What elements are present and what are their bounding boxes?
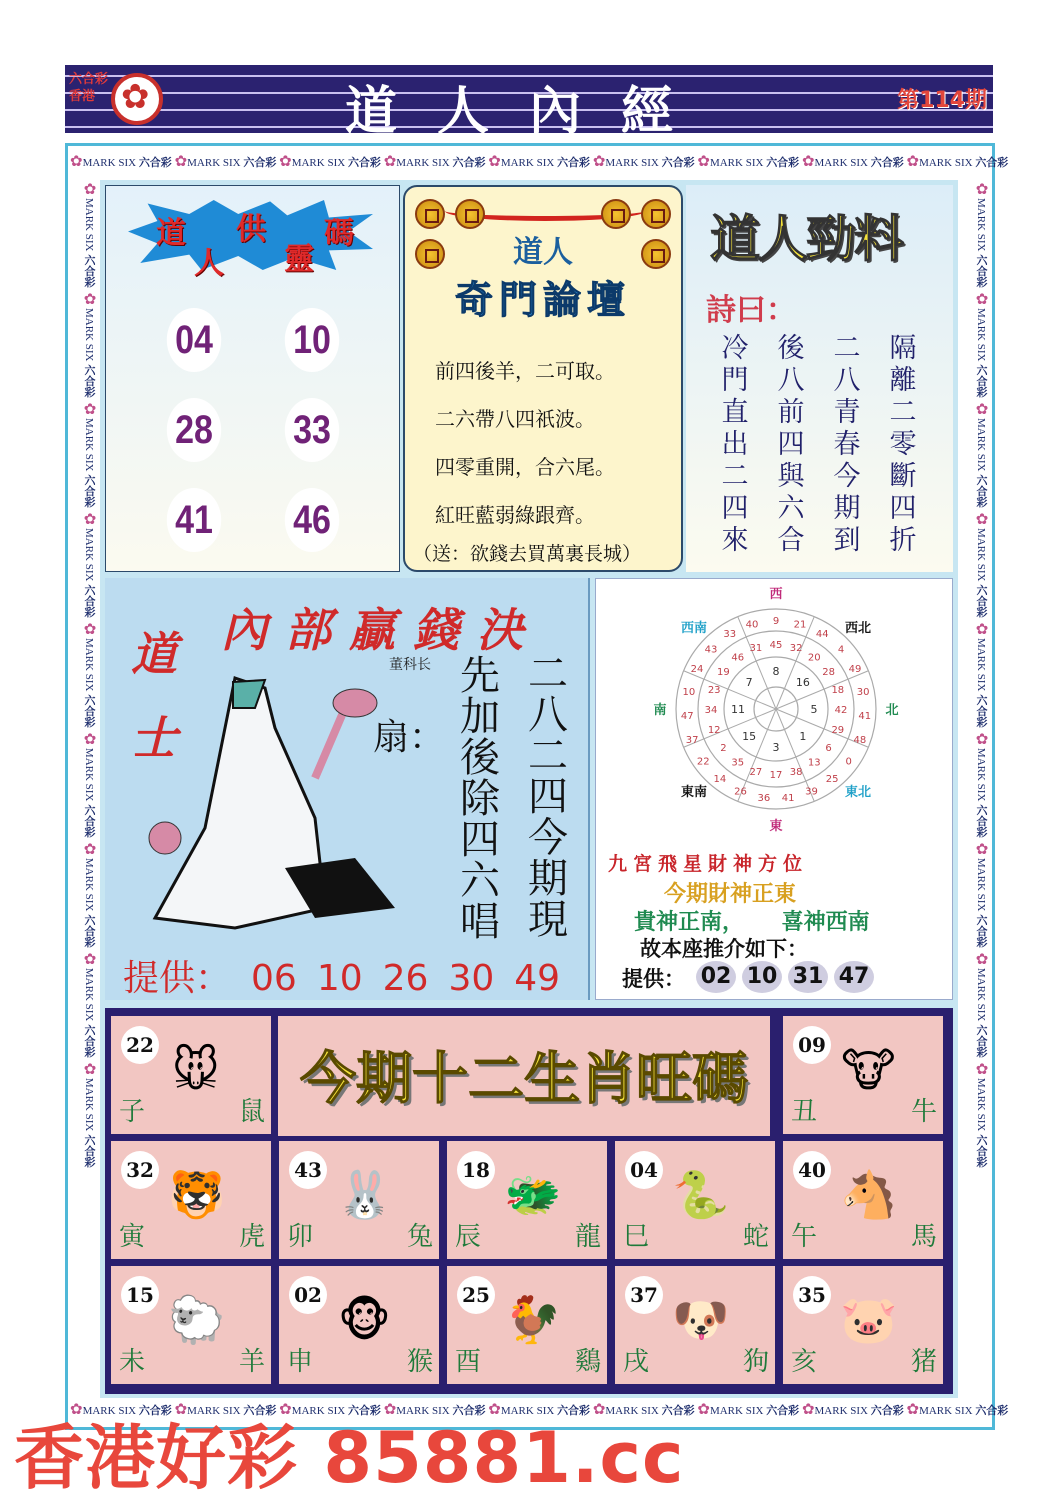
compass-number: 15 [742, 729, 757, 743]
flower-icon: ✿ [81, 949, 97, 968]
compass-number: 49 [848, 664, 862, 676]
flower-icon: ✿ [973, 509, 989, 528]
header-bar [65, 65, 993, 142]
number-pill: 02 [696, 961, 736, 993]
zodiac-animal: 馬 [910, 1222, 937, 1252]
zodiac-cell [447, 1266, 607, 1384]
forum-line: 四零重開，合六尾。 [435, 455, 615, 479]
zodiac-animal: 蛇 [742, 1222, 769, 1252]
compass-number: 37 [685, 734, 699, 746]
flower-icon: ✿ [70, 1402, 83, 1418]
number-ball: 28 [167, 398, 221, 462]
poem-column: 後八前四與六合 [777, 333, 805, 556]
logo-text: 六合彩 香港 [69, 72, 109, 104]
verse-right: 二八二四今期現 [528, 651, 568, 943]
compass-number: 46 [731, 652, 745, 664]
flower-icon: ✿ [973, 949, 989, 968]
compass-number: 19 [717, 666, 730, 678]
poem-subtitle: 詩曰： [706, 293, 796, 328]
watermark-text: 董科长 [389, 657, 431, 673]
wealth-god-direction: 今期財神正東 [664, 882, 797, 907]
coin-icon [415, 199, 445, 229]
zodiac-cell [447, 1141, 607, 1259]
fan-label: 扇： [373, 717, 446, 758]
zodiac-number: 18 [457, 1151, 495, 1189]
zodiac-animal-icon: 🐲 [504, 1167, 562, 1222]
earthly-branch: 寅 [119, 1222, 146, 1252]
compass-number: 47 [680, 711, 694, 723]
flower-icon: ✿ [383, 1402, 397, 1418]
flower-icon: ✿ [697, 154, 710, 170]
number-pill: 47 [834, 961, 874, 993]
taoist-figure-illustration [115, 668, 445, 958]
noble-joy-god-direction: 貴神正南， 喜神西南 [634, 910, 870, 935]
compass-number: 48 [853, 734, 867, 746]
compass-number: 16 [795, 676, 810, 690]
compass-number: 7 [745, 676, 753, 690]
forum-line: 二六帶八四祇波。 [435, 407, 595, 431]
zodiac-animal-icon: 🐮 [841, 1043, 896, 1098]
zodiac-number: 25 [457, 1276, 495, 1314]
zodiac-animal-icon: 🐭 [171, 1043, 220, 1098]
compass-number: 33 [723, 628, 737, 640]
zodiac-animal-icon: 🐑 [168, 1292, 226, 1347]
compass-number: 31 [749, 643, 763, 655]
earthly-branch: 辰 [455, 1222, 482, 1252]
zodiac-cell [783, 1141, 943, 1259]
zodiac-animal: 狗 [742, 1347, 769, 1377]
top-title: 內部贏錢決 [221, 603, 541, 657]
zodiac-animal: 鷄 [574, 1347, 601, 1377]
compass-number: 34 [704, 705, 718, 716]
zodiac-title-cell [278, 1016, 770, 1136]
zodiac-cell [279, 1141, 439, 1259]
flower-icon: ✿ [973, 839, 989, 858]
number-ball: 46 [285, 488, 339, 552]
compass-number: 39 [805, 786, 818, 798]
flower-icon: ✿ [81, 289, 97, 308]
flower-icon: ✿ [488, 154, 501, 170]
provide-number: 10 [316, 958, 363, 999]
title-char: 人 [194, 246, 224, 281]
compass-number: 41 [858, 711, 872, 723]
compass-number: 20 [807, 652, 821, 664]
flower-icon: ✿ [279, 154, 292, 170]
earthly-branch: 丑 [791, 1097, 818, 1127]
zodiac-number: 22 [121, 1026, 159, 1064]
earthly-branch: 戌 [623, 1347, 650, 1377]
zodiac-cell [615, 1141, 775, 1259]
compass-direction: 東北 [845, 785, 872, 801]
compass-number: 2 [720, 743, 727, 755]
compass-number: 26 [734, 786, 747, 798]
compass-number: 43 [704, 644, 718, 656]
provide-numbers [123, 950, 560, 1001]
compass-direction: 東 [769, 819, 783, 834]
earthly-branch: 巳 [623, 1222, 650, 1252]
provide-label: 提供： [622, 966, 685, 991]
recommend-label: 故本座推介如下： [640, 936, 808, 961]
compass-number: 30 [856, 686, 870, 698]
compass-panel [595, 578, 953, 1000]
zodiac-number: 15 [121, 1276, 159, 1314]
compass-number: 12 [707, 725, 721, 737]
compass-number: 42 [834, 705, 848, 716]
compass-number: 45 [769, 640, 783, 651]
compass-number: 0 [845, 756, 852, 768]
earthly-branch: 申 [287, 1347, 314, 1377]
border-pattern-top: ✿MARK SIX 六合彩 ✿MARK SIX 六合彩 ✿MARK SIX 六合彩 ✿MARK SIX 六合彩 ✿MARK SIX 六合彩 ✿MARK SIX 六合彩 ✿MARK SIX 六合彩 ✿MARK SIX 六合彩 ✿MARK SIX 六合彩 [70, 154, 1009, 170]
zodiac-number: 43 [289, 1151, 327, 1189]
number-pill: 31 [788, 961, 828, 993]
flower-icon: ✿ [174, 154, 188, 170]
page-title: 道人內經 [344, 81, 713, 142]
compass-number: 38 [789, 766, 803, 778]
forum-title-1: 道人 [513, 235, 573, 270]
provide-number: 49 [514, 958, 561, 999]
coin-icon [455, 199, 485, 229]
compass-number: 18 [831, 684, 845, 696]
zodiac-number: 04 [625, 1151, 663, 1189]
compass-number: 24 [690, 664, 704, 676]
coin-icon [601, 199, 631, 229]
flower-icon: ✿ [973, 289, 989, 308]
title-char: 靈 [284, 242, 314, 277]
flower-icon: ✿ [383, 154, 397, 170]
nine-palace-compass [626, 579, 926, 841]
number-ball: 33 [285, 398, 339, 462]
zodiac-cell [279, 1266, 439, 1384]
compass-number: 41 [781, 793, 795, 805]
forum-line: 紅旺藍弱綠跟齊。 [435, 503, 595, 527]
compass-direction: 西南 [680, 620, 707, 636]
flower-icon: ✿ [973, 180, 989, 198]
compass-direction: 東南 [680, 785, 707, 801]
lucky-numbers-panel [105, 185, 400, 572]
zodiac-number: 35 [793, 1276, 831, 1314]
compass-number: 4 [837, 644, 845, 656]
zodiac-animal: 牛 [910, 1097, 937, 1127]
zodiac-cell [111, 1016, 271, 1134]
flower-icon: ✿ [801, 154, 815, 170]
earthly-branch: 子 [119, 1097, 146, 1127]
title-char: 道 [156, 216, 186, 251]
compass-number: 40 [745, 619, 759, 631]
number-ball: 04 [167, 308, 221, 372]
zodiac-animal-icon: 🐶 [672, 1292, 730, 1347]
flower-icon: ✿ [81, 509, 97, 528]
flower-icon: ✿ [973, 619, 989, 638]
zodiac-cell [111, 1266, 271, 1384]
zodiac-animal: 虎 [238, 1222, 265, 1252]
poem-column: 隔離二零斷四折 [889, 333, 917, 556]
zodiac-cell [783, 1266, 943, 1384]
number-pill: 10 [742, 961, 782, 993]
compass-number: 9 [772, 616, 780, 627]
poem-panel [686, 185, 953, 572]
flower-icon: ✿ [906, 1402, 920, 1418]
zodiac-animal-icon: 🐷 [840, 1292, 898, 1347]
zodiac-cell [783, 1016, 943, 1134]
compass-number: 14 [713, 774, 727, 786]
flower-icon: ✿ [81, 399, 97, 418]
compass-number: 28 [822, 666, 835, 678]
zodiac-cell [615, 1266, 775, 1384]
coin-icon [641, 199, 671, 229]
border-pattern-right: ✿MARK SIX 六合彩 ✿MARK SIX 六合彩 ✿MARK SIX 六合彩 ✿MARK SIX 六合彩 ✿MARK SIX 六合彩 ✿MARK SIX 六合彩 ✿MARK SIX 六合彩 ✿MARK SIX 六合彩 ✿MARK SIX 六合彩 [973, 180, 989, 1168]
provide-number: 06 [251, 958, 297, 999]
compass-number: 23 [707, 684, 721, 696]
compass-direction: 西 [769, 587, 783, 602]
compass-number: 11 [731, 703, 745, 716]
number-ball: 10 [285, 308, 339, 372]
provide-number-list [231, 958, 560, 999]
compass-direction: 西北 [845, 620, 872, 636]
number-ball: 41 [167, 488, 221, 552]
zodiac-number: 40 [793, 1151, 831, 1189]
compass-caption: 九宮飛星財神方位 [608, 853, 809, 875]
taoist-panel [105, 578, 590, 1000]
flower-icon: ✿ [81, 839, 97, 858]
zodiac-animal-icon: 🐍 [672, 1167, 730, 1222]
flower-icon: ✿ [488, 1402, 501, 1418]
provide-number: 26 [382, 958, 429, 999]
compass-number: 3 [772, 741, 780, 754]
forum-line: 前四後羊，二可取。 [435, 359, 615, 383]
compass-number: 32 [789, 643, 803, 655]
zodiac-animal: 羊 [238, 1347, 265, 1377]
compass-direction: 北 [885, 703, 899, 718]
flower-icon: ✿ [174, 1402, 188, 1418]
flower-icon: ✿ [70, 154, 83, 170]
forum-panel [403, 185, 683, 572]
poem-column: 二八青春今期到 [833, 333, 861, 556]
forum-note: （送：欲錢去買萬裏長城） [413, 543, 642, 565]
zodiac-grid [105, 1008, 953, 1394]
zodiac-number: 32 [121, 1151, 159, 1189]
zodiac-number: 02 [289, 1276, 327, 1314]
flower-icon: ✿ [592, 154, 606, 170]
zodiac-number: 37 [625, 1276, 663, 1314]
border-pattern-left: ✿MARK SIX 六合彩 ✿MARK SIX 六合彩 ✿MARK SIX 六合彩 ✿MARK SIX 六合彩 ✿MARK SIX 六合彩 ✿MARK SIX 六合彩 ✿MARK SIX 六合彩 ✿MARK SIX 六合彩 ✿MARK SIX 六合彩 [81, 180, 97, 1168]
zodiac-animal: 猪 [910, 1347, 937, 1377]
compass-number: 17 [769, 770, 783, 781]
compass-number: 22 [696, 756, 710, 768]
earthly-branch: 未 [119, 1347, 146, 1377]
site-watermark: 香港好彩 85881.cc [14, 1417, 685, 1499]
flower-icon: ✿ [801, 1402, 815, 1418]
flower-icon: ✿ [592, 1402, 606, 1418]
zodiac-animal-icon: 🐰 [336, 1167, 394, 1222]
issue-number: 第114期 [897, 88, 987, 113]
compass-number: 6 [825, 743, 832, 755]
zodiac-animal-icon: 🐴 [840, 1167, 898, 1222]
zodiac-animal-icon: 🐯 [168, 1167, 226, 1222]
forum-title-2: 奇門論壇 [454, 278, 631, 322]
zodiac-number: 09 [793, 1026, 831, 1064]
flower-icon: ✿ [81, 180, 97, 198]
earthly-branch: 亥 [791, 1347, 818, 1377]
title-char: 供 [236, 212, 266, 247]
flower-icon: ✿ [279, 1402, 292, 1418]
compass-number: 36 [757, 793, 771, 805]
compass-number: 5 [810, 703, 818, 716]
zodiac-animal: 鼠 [238, 1097, 265, 1127]
zodiac-animal: 龍 [574, 1222, 601, 1252]
flower-icon: ✿ [973, 729, 989, 748]
zodiac-title: 今期十二生肖旺碼 [300, 1046, 748, 1112]
zodiac-animal-icon: 🐓 [504, 1292, 562, 1347]
flower-icon: ✿ [81, 1059, 97, 1078]
compass-number: 35 [731, 757, 745, 769]
side-title: 道士 [131, 627, 177, 765]
flower-icon: ✿ [81, 729, 97, 748]
provide-number: 30 [448, 958, 495, 999]
poem-title: 道人勁料 [710, 210, 902, 268]
compass-direction: 南 [653, 703, 667, 718]
zodiac-animal: 猴 [406, 1347, 433, 1377]
compass-number: 13 [807, 757, 821, 769]
provide-label: 提供： [123, 958, 232, 999]
compass-number: 21 [793, 619, 807, 631]
flower-icon: ✿ [81, 619, 97, 638]
title-char: 碼 [324, 216, 354, 251]
compass-number: 1 [799, 729, 807, 743]
zodiac-animal-icon: 🐵 [337, 1293, 391, 1348]
earthly-branch: 卯 [287, 1222, 314, 1252]
compass-number: 44 [815, 628, 829, 640]
verse-left: 先加後除四六唱 [460, 653, 500, 945]
zodiac-animal: 兔 [406, 1222, 433, 1252]
compass-number: 29 [831, 725, 845, 737]
compass-number: 10 [682, 686, 696, 698]
flower-icon: ✿ [906, 154, 920, 170]
earthly-branch: 午 [791, 1222, 818, 1252]
flower-icon: ✿ [973, 1059, 989, 1078]
poem-column: 冷門直出二四來 [721, 333, 749, 556]
compass-number: 27 [749, 766, 763, 778]
compass-number: 25 [825, 774, 839, 786]
flower-icon: ✿ [973, 399, 989, 418]
flower-icon: ✿ [697, 1402, 710, 1418]
border-pattern-bottom: ✿MARK SIX 六合彩 ✿MARK SIX 六合彩 ✿MARK SIX 六合彩 ✿MARK SIX 六合彩 ✿MARK SIX 六合彩 ✿MARK SIX 六合彩 ✿MARK SIX 六合彩 ✿MARK SIX 六合彩 ✿MARK SIX 六合彩 [70, 1402, 1009, 1418]
earthly-branch: 酉 [455, 1347, 482, 1377]
compass-number: 8 [772, 665, 780, 678]
zodiac-cell [111, 1141, 271, 1259]
